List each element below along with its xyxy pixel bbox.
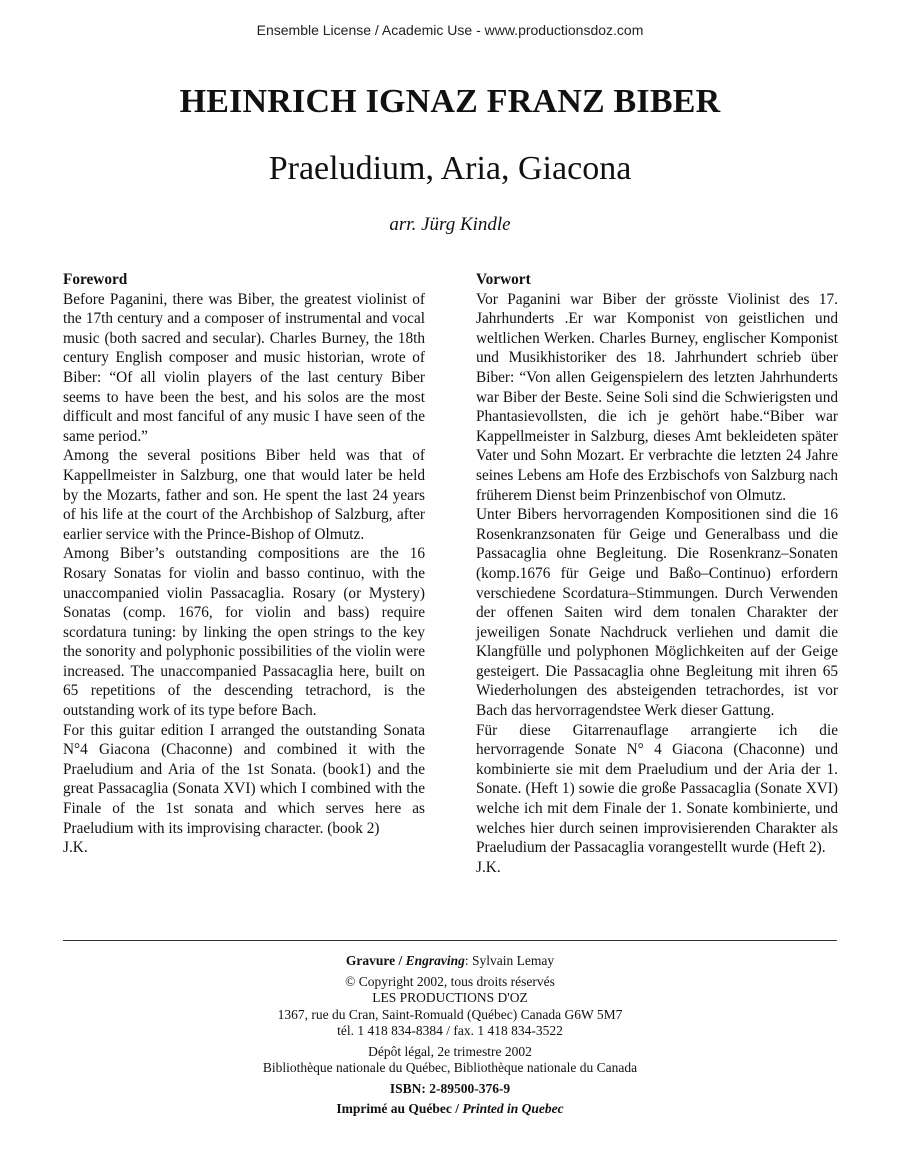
vorwort-column [476,270,838,877]
legal-deposit: Dépôt légal, 2e trimestre 2002 [368,1043,532,1059]
foreword-paragraph-3: Among Biber’s outstanding compositions are the 16 Rosary Sonatas for violin and basso continuo, with the unaccompanied violin Passacaglia. Rosary (or Mystery) Sonatas (comp. 1676, for violin and bass) require scordatura tuning: by linking the open strings to the key the sonority and polyphonic possibilities of the violin were increased. The unaccompanied Passacaglia here, built on 65 repetitions of the descending tetrachord, is the outstanding work of its type before Bach. [63,545,425,720]
engraving-label: Gravure / [345,953,406,968]
engraver-name: : Sylvain Lemay [464,953,555,968]
vorwort-paragraph-3: Für diese Gitarrenauflage arrangierte ich die hervorragende Sonate N° 4 Giacona (Chaconne) und kombinierte sie mit dem Praeludium und der Aria der 1. Sonate. (Heft 1) sowie die große Passacaglia (Sonate XVI) welche ich mit dem Finale der 1. Sonate kombinierte, und welches hier durch seinen improvisierenden Charakter als Praeludium der Passacaglia vorangestellt wurde (Heft 2). [476,721,838,857]
publisher-footer [0,953,900,1118]
publisher-address: 1367, rue du Cran, Saint-Romuald (Québec) Canada G6W 5M7 [277,1006,623,1022]
license-line: Ensemble License / Academic Use - www.productionsdoz.com [256,22,644,38]
foreword-signature: J.K. [63,839,88,857]
arranger-credit: arr. Jürg Kindle [389,214,511,235]
copyright-line: © Copyright 2002, tous droits réservés [345,973,555,989]
foreword-heading: Foreword [63,271,128,288]
national-libraries: Bibliothèque nationale du Québec, Bibliothèque nationale du Canada [262,1060,638,1075]
isbn: ISBN: 2-89500-376-9 [389,1080,511,1096]
work-title: Praeludium, Aria, Giacona [268,150,632,187]
publisher-phone: tél. 1 418 834-8384 / fax. 1 418 834-3522 [337,1023,563,1038]
vorwort-paragraph-1: Vor Paganini war Biber der grösste Violinist des 17. Jahrhunderts .Er war Komponist von geistlichen und weltlichen Werken. Charles Burney, englischer Komponist und Musikhistoriker des 18. Jahrhundert schrieb über Biber: “Von allen Geigenspielern des letzten Jahrhunderts war Biber der Beste. Seine Soli sind die Schwierigsten und Phantasievollsten, die ich je gehört habe.“Biber war Kappellmeister in Salzburg, dieses Amt bekleideten später Vater und Sohn Mozart. Er verbrachte die letzten 24 Jahre seines Lebens am Hofe des Erzbischofs von Salzburg nach früherem Dienst beim Prinzenbischof von Olmutz. [476,290,838,504]
engraving-label-en: Engraving [405,953,465,968]
vorwort-heading: Vorwort [476,271,531,288]
printed-in [0,1101,900,1118]
engraving-credit [0,953,900,970]
divider-line [63,940,837,941]
printed-fr: Imprimé au Québec / [336,1101,463,1116]
vorwort-signature: J.K. [476,858,501,876]
printed-en: Printed in Quebec [462,1101,564,1116]
foreword-paragraph-4: For this guitar edition I arranged the outstanding Sonata N°4 Giacona (Chaconne) and combined it with the Praeludium and Aria of the 1st Sonata. (book1) and the great Passacaglia (Sonata XVI) which I combined with the Finale of the 1st sonata and which serves here as Praeludium with its improvising character. (book 2) [63,721,425,837]
composer-name: HEINRICH IGNAZ FRANZ BIBER [179,83,721,120]
foreword-paragraph-2: Among the several positions Biber held was that of Kappellmeister in Salzburg, one that would later be held by the Mozarts, father and son. He spent the last 24 years of his life at the court of the Archbishop of Salzburg, after earlier service with the Prince-Bishop of Olmutz. [63,447,425,543]
vorwort-paragraph-2: Unter Bibers hervorragenden Kompositionen sind die 16 Rosenkranzsonaten für Geige und Generalbass und die Passacaglia ohne Begleitung. Die Rosenkranz–Sonaten (komp.1676 für Geige und Baßo–Continuo) erfordern verschiedene Scordatura–Stimmungen. Durch Verwenden der offenen Saiten wird dem tonalen Charakter der jeweiligen Sonate Nachdruck verliehen und damit die Klangfülle und polyphonen Möglichkeiten auf der Geige gesteigert. Die Passacaglia ohne Begleitung mit ihren 65 Wiederholungen des absteigenden tetrachordes, ist vor Bach das hervorragendstee Werk dieser Gattung. [476,506,838,720]
foreword-paragraph-1: Before Paganini, there was Biber, the greatest violinist of the 17th century and a composer of instrumental and vocal music (both sacred and secular). Charles Burney, the 18th century English composer and music historian, wrote of Biber: “Of all violin players of the last century Biber seems to have been the best, and his solos are the most difficult and most fanciful of any music I have seen of the same period.” [63,290,425,445]
publisher-name: LES PRODUCTIONS D'OZ [372,990,528,1005]
foreword-column [63,270,425,858]
